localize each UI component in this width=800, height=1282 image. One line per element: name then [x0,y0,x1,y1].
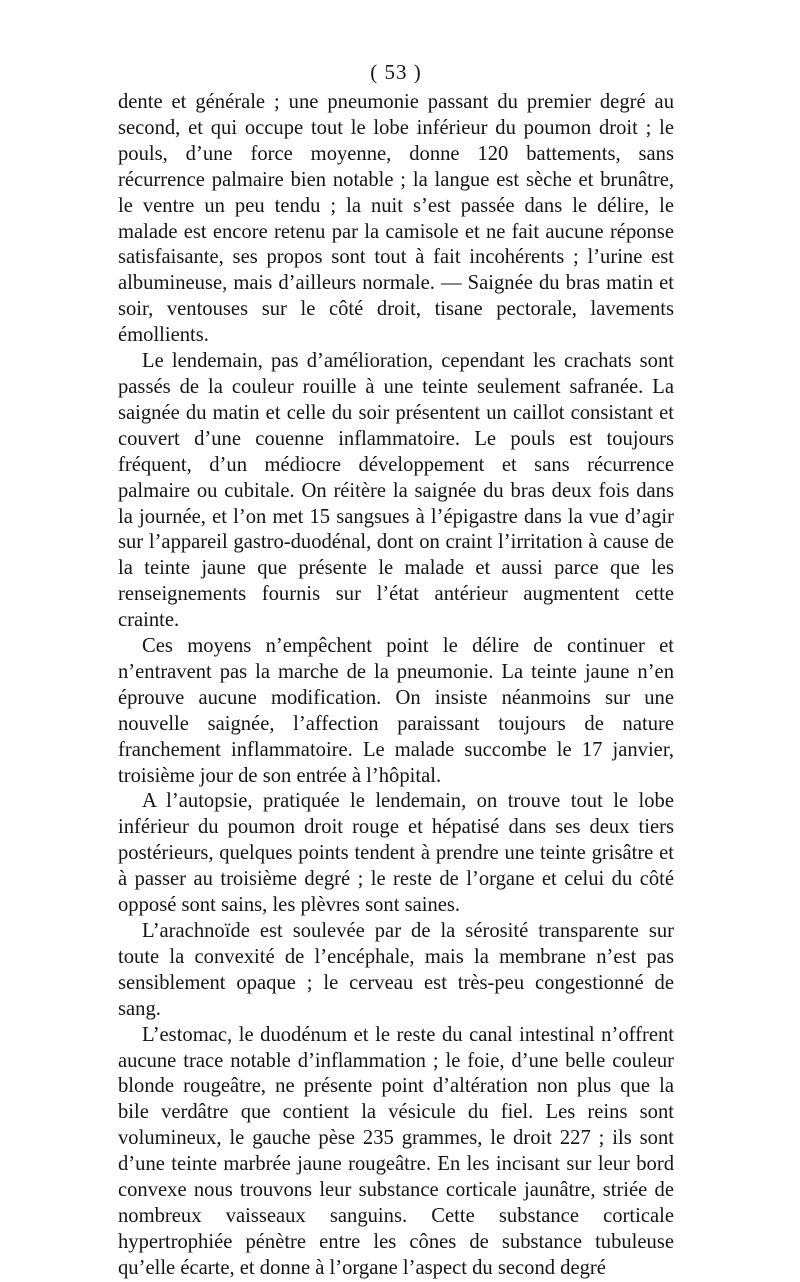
paragraph-arachnoide: L’arachnoïde est soulevée par de la sérosité transparente sur toute la convexité de l’encéphale, mais la membrane n’est pas sensiblement opaque ; le cerveau est très-peu congestionné de sang. [118,920,674,1020]
paragraph-moyens: Ces moyens n’empêchent point le délire de continuer et n’entravent pas la marche de la pneumonie. La teinte jaune n’en éprouve aucune modification. On insiste néanmoins sur une nouvelle saignée, l’affection paraissant toujours de nature franchement inflammatoire. Le malade succombe le 17 janvier, troisième jour de son entrée à l’hôpital. [118,635,674,787]
paragraph-lendemain: Le lendemain, pas d’amélioration, cependant les crachats sont passés de la couleur rouille à une teinte seulement safranée. La saignée du matin et celle du soir présentent un caillot consistant et couvert d’une couenne inflammatoire. Le pouls est toujours fréquent, d’un médiocre développement et sans récurrence palmaire ou cubitale. On réitère la saignée du bras deux fois dans la journée, et l’on met 15 sangsues à l’épigastre dans la vue d’agir sur l’appareil gastro-duodénal, dont on craint l’irritation à cause de la teinte jaune que présente le malade et aussi parce que les renseignements fournis sur l’état antérieur augmentent cette crainte. [118,350,674,632]
book-page [118,56,674,1282]
paragraph-estomac: L’estomac, le duodénum et le reste du canal intestinal n’offrent aucune trace notable d’inflammation ; le foie, d’une belle couleur blonde rougeâtre, ne présente point d’altération non plus que la bile verdâtre que contient la vésicule du fiel. Les reins sont volumineux, le gauche pèse 235 grammes, le droit 227 ; ils sont d’une teinte marbrée jaune rougeâtre. En les incisant sur leur bord convexe nous trouvons leur substance corticale jaunâtre, striée de nombreux vaisseaux sanguins. Cette substance corticale hypertrophiée pénètre entre les cônes de substance tubuleuse qu’elle écarte, et donne à l’organe l’aspect du second degré [118,1023,674,1279]
paragraph-autopsie: A l’autopsie, pratiquée le lendemain, on trouve tout le lobe inférieur du poumon droit rouge et hépatisé dans ses deux tiers postérieurs, quelques points tendent à prendre une teinte grisâtre et à passer au troisième degré ; le reste de l’organe et celui du côté opposé sont sains, les plèvres sont saines. [118,790,674,917]
page-number: ( 53 ) [370,60,422,84]
body-text [118,90,674,1282]
paragraph-continuation: dente et générale ; une pneumonie passant du premier degré au second, et qui occupe tout le lobe inférieur du poumon droit ; le pouls, d’une force moyenne, donne 120 battements, sans récurrence palmaire bien notable ; la langue est sèche et brunâtre, le ventre un peu tendu ; la nuit s’est passée dans le délire, le malade est encore retenu par la camisole et ne fait aucune réponse satisfaisante, ses propos sont tout à fait incohérents ; l’urine est albumineuse, mais d’ailleurs normale. — Saignée du bras matin et soir, ventouses sur le côté droit, tisane pectorale, lavements émollients. [118,91,674,347]
